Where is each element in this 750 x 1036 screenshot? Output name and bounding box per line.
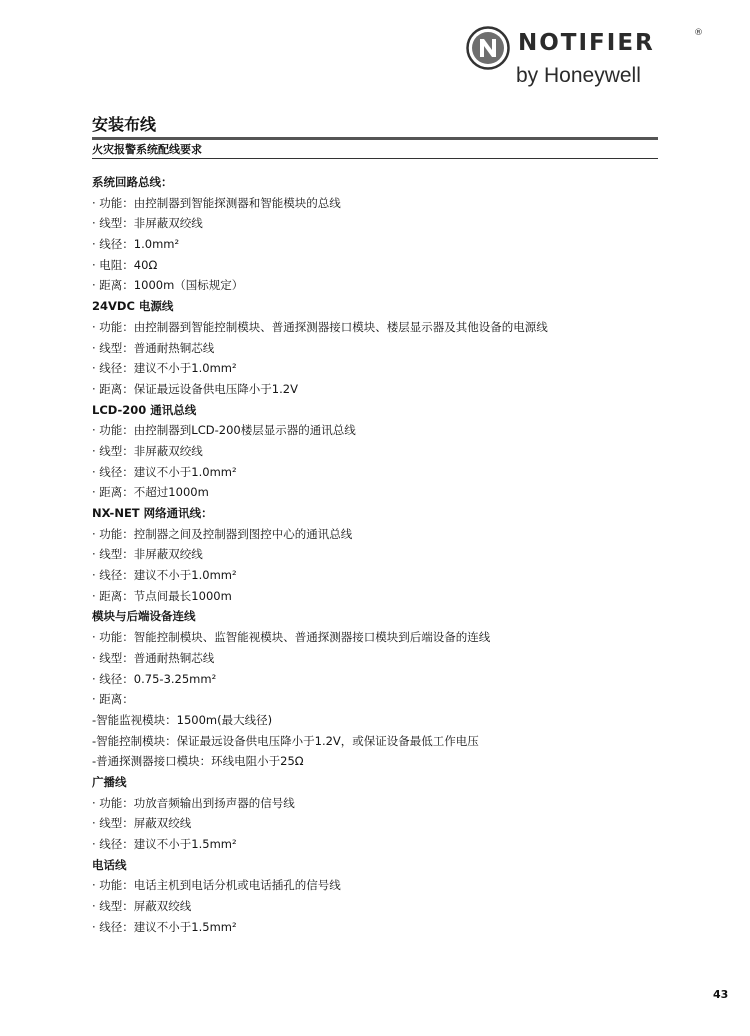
list-item: · 线径：建议不小于1.0mm² xyxy=(92,464,237,479)
list-item: · 线型：屏蔽双绞线 xyxy=(92,816,192,831)
list-item: · 功能：智能控制模块、监智能视模块、普通探测器接口模块到后端设备的连线 xyxy=(92,630,491,645)
list-item: · 线型：非屏蔽双绞线 xyxy=(92,443,203,458)
list-item: · 功能：功放音频输出到扬声器的信号线 xyxy=(92,795,295,810)
subtitle-divider xyxy=(92,158,658,159)
section-heading: 24VDC 电源线 xyxy=(92,299,174,314)
list-item: · 线径：建议不小于1.0mm² xyxy=(92,361,237,376)
list-item: · 线径：建议不小于1.5mm² xyxy=(92,837,237,851)
list-item: · 功能：由控制器到智能探测器和智能模块的总线 xyxy=(92,195,341,210)
page-title: 安装布线 xyxy=(92,115,157,134)
page-number: 43 xyxy=(713,988,729,1001)
wiring-requirements-list xyxy=(92,172,692,937)
list-item: · 距离：节点间最长1000m xyxy=(92,588,232,603)
list-item: · 距离：保证最远设备供电压降小于1.2V xyxy=(92,381,298,396)
list-item: · 线型：普通耐热铜芯线 xyxy=(92,650,215,665)
list-item: -智能控制模块：保证最远设备供电压降小于1.2V，或保证设备最低工作电压 xyxy=(92,733,479,748)
section-heading: 电话线 xyxy=(92,857,127,872)
section-heading: 系统回路总线： xyxy=(92,175,173,189)
list-item: · 线径：0.75-3.25mm² xyxy=(92,671,217,686)
list-item: · 线径：建议不小于1.0mm² xyxy=(92,568,237,583)
notifier-n-logo-icon xyxy=(466,26,510,70)
list-item: · 距离： xyxy=(92,692,134,707)
list-item: · 线型：屏蔽双绞线 xyxy=(92,899,192,914)
list-item: -普通探测器接口模块：环线电阻小于25Ω xyxy=(92,754,304,769)
list-item: · 线径：1.0mm² xyxy=(92,237,180,252)
page-subtitle: 火灾报警系统配线要求 xyxy=(92,143,202,156)
list-item: · 距离：不超过1000m xyxy=(92,485,209,500)
notifier-logo xyxy=(466,24,706,94)
list-item: · 线径：建议不小于1.5mm² xyxy=(92,919,237,934)
section-header xyxy=(92,114,658,159)
list-item: · 线型：普通耐热铜芯线 xyxy=(92,340,215,355)
list-item: · 功能：由控制器到LCD-200楼层显示器的通讯总线 xyxy=(92,423,356,438)
registered-mark: ® xyxy=(694,28,703,38)
list-item: · 距离：1000m（国标规定） xyxy=(92,278,244,293)
list-item: · 线型：非屏蔽双绞线 xyxy=(92,216,203,231)
list-item: -智能监视模块：1500m(最大线径) xyxy=(92,712,273,727)
section-heading: NX-NET 网络通讯线： xyxy=(92,506,213,520)
section-heading: 广播线 xyxy=(92,774,127,789)
list-item: · 线型：非屏蔽双绞线 xyxy=(92,547,203,562)
list-item: · 功能：由控制器到智能控制模块、普通探测器接口模块、楼层显示器及其他设备的电源线 xyxy=(92,319,548,334)
logo-tagline: by Honeywell xyxy=(516,64,641,87)
list-item: · 功能：电话主机到电话分机或电话插孔的信号线 xyxy=(92,878,341,893)
list-item: · 电阻：40Ω xyxy=(92,257,158,272)
logo-brand-text: NOTIFIER xyxy=(518,30,655,56)
section-heading: 模块与后端设备连线 xyxy=(92,609,196,624)
list-item: · 功能：控制器之间及控制器到图控中心的通讯总线 xyxy=(92,526,353,541)
section-heading: LCD-200 通讯总线 xyxy=(92,402,197,417)
